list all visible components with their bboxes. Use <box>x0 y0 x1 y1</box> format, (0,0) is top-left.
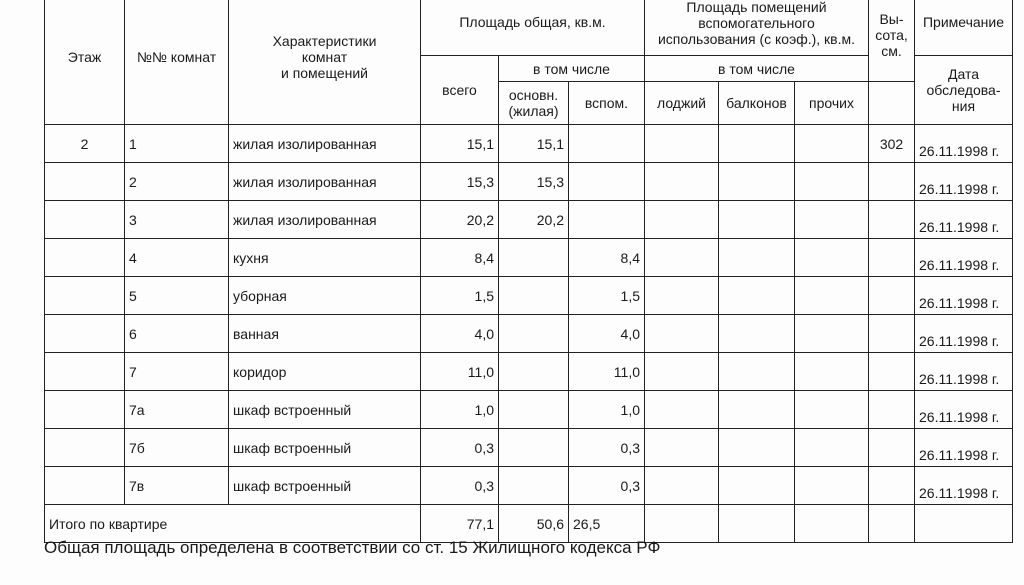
all-header: всего <box>421 56 499 125</box>
survey-date-cell: 26.11.1998 г. <box>915 277 1013 315</box>
aux-area-cell: 11,0 <box>569 353 645 391</box>
aux-area-header <box>645 0 869 56</box>
room-name-cell: кухня <box>229 239 421 277</box>
room-name-cell: уборная <box>229 277 421 315</box>
loggias-header: лоджий <box>645 82 719 125</box>
room-name-cell: шкаф встроенный <box>229 467 421 505</box>
totals-main: 50,6 <box>499 505 569 543</box>
loggia-cell <box>645 467 719 505</box>
total-area-cell: 15,1 <box>421 125 499 163</box>
height-cell <box>869 467 915 505</box>
survey-date-cell: 26.11.1998 г. <box>915 353 1013 391</box>
total-area-header: Площадь общая, кв.м. <box>421 0 645 56</box>
height-cell <box>869 353 915 391</box>
aux-area-header-line: использования (с коэф.), кв.м. <box>657 31 856 47</box>
room-number-cell: 2 <box>125 163 229 201</box>
survey-date-cell: 26.11.1998 г. <box>915 467 1013 505</box>
totals-blank <box>915 505 1013 543</box>
characteristics-header-line: комнат <box>301 48 348 65</box>
survey-date-cell: 26.11.1998 г. <box>915 315 1013 353</box>
aux-area-cell: 1,0 <box>569 391 645 429</box>
floor-cell <box>45 467 125 505</box>
room-number-cell: 3 <box>125 201 229 239</box>
table-row <box>45 315 1013 353</box>
loggia-cell <box>645 315 719 353</box>
floor-cell: 2 <box>45 125 125 163</box>
floor-cell <box>45 277 125 315</box>
characteristics-header <box>229 0 421 125</box>
table-row <box>45 467 1013 505</box>
aux-area-cell: 4,0 <box>569 315 645 353</box>
note-header: Примечание <box>915 0 1013 56</box>
floor-cell <box>45 201 125 239</box>
height-cell <box>869 277 915 315</box>
other-cell <box>795 315 869 353</box>
other-cell <box>795 163 869 201</box>
room-name-cell: коридор <box>229 353 421 391</box>
height-header-line: см. <box>881 43 902 59</box>
table-row <box>45 353 1013 391</box>
rows-body <box>45 125 1013 505</box>
room-name-cell: жилая изолированная <box>229 201 421 239</box>
main-living-header-line: основн. <box>508 87 559 103</box>
room-name-cell: шкаф встроенный <box>229 391 421 429</box>
balcony-cell <box>719 201 795 239</box>
loggia-cell <box>645 353 719 391</box>
aux-area-cell: 0,3 <box>569 429 645 467</box>
incl-header-1: в том числе <box>499 56 645 82</box>
main-area-cell <box>499 429 569 467</box>
balcony-cell <box>719 353 795 391</box>
other-cell <box>795 391 869 429</box>
floor-cell <box>45 315 125 353</box>
aux-area-header-line: вспомогательного <box>698 15 815 31</box>
characteristics-header-line: и помещений <box>280 64 368 81</box>
footer-note: Общая площадь определена в соответствии со ст. 15 Жилищного кодекса РФ <box>44 538 661 557</box>
total-area-cell: 1,5 <box>421 277 499 315</box>
other-cell <box>795 239 869 277</box>
totals-label: Итого по квартире <box>45 505 421 543</box>
main-area-cell <box>499 353 569 391</box>
table-row <box>45 163 1013 201</box>
loggia-cell <box>645 125 719 163</box>
table-row <box>45 239 1013 277</box>
height-header-line: Вы- <box>879 11 904 27</box>
survey-date-header-line: ния <box>951 98 976 114</box>
aux-area-cell: 0,3 <box>569 467 645 505</box>
balcony-cell <box>719 125 795 163</box>
room-number-cell: 7а <box>125 391 229 429</box>
loggia-cell <box>645 201 719 239</box>
table-row <box>45 277 1013 315</box>
other-cell <box>795 201 869 239</box>
total-area-cell: 11,0 <box>421 353 499 391</box>
room-number-cell: 7в <box>125 467 229 505</box>
totals-blank <box>869 505 915 543</box>
survey-date-cell: 26.11.1998 г. <box>915 163 1013 201</box>
height-cell <box>869 163 915 201</box>
height-cell <box>869 239 915 277</box>
table-row <box>45 391 1013 429</box>
room-number-cell: 1 <box>125 125 229 163</box>
height-cell <box>869 315 915 353</box>
balcony-cell <box>719 315 795 353</box>
room-name-cell: жилая изолированная <box>229 125 421 163</box>
characteristics-header-line: Характеристики <box>272 32 377 49</box>
main-area-cell <box>499 239 569 277</box>
aux-area-cell: 8,4 <box>569 239 645 277</box>
aux-area-cell <box>569 125 645 163</box>
other-cell <box>795 125 869 163</box>
survey-date-cell: 26.11.1998 г. <box>915 125 1013 163</box>
height-cell <box>869 201 915 239</box>
total-area-cell: 1,0 <box>421 391 499 429</box>
balcony-cell <box>719 467 795 505</box>
balcony-cell <box>719 391 795 429</box>
height-header-line: сота, <box>875 27 908 43</box>
survey-date-header-line: Дата <box>947 66 979 82</box>
loggia-cell <box>645 391 719 429</box>
other-cell <box>795 467 869 505</box>
floor-cell <box>45 239 125 277</box>
survey-date-header-line: обследова- <box>926 82 1001 98</box>
aux-area-header-line: Площадь помещений <box>686 0 827 15</box>
main-area-cell <box>499 277 569 315</box>
room-number-cell: 4 <box>125 239 229 277</box>
table-row <box>45 429 1013 467</box>
loggia-cell <box>645 277 719 315</box>
aux-area-cell: 1,5 <box>569 277 645 315</box>
floor-cell <box>45 391 125 429</box>
total-area-cell: 0,3 <box>421 467 499 505</box>
main-area-cell <box>499 315 569 353</box>
loggia-cell <box>645 429 719 467</box>
room-name-cell: ванная <box>229 315 421 353</box>
main-area-cell: 15,3 <box>499 163 569 201</box>
balcony-cell <box>719 429 795 467</box>
room-number-cell: 5 <box>125 277 229 315</box>
total-area-cell: 4,0 <box>421 315 499 353</box>
totals-blank <box>645 505 719 543</box>
other-cell <box>795 353 869 391</box>
other-cell <box>795 429 869 467</box>
total-area-cell: 8,4 <box>421 239 499 277</box>
balcony-cell <box>719 239 795 277</box>
total-area-cell: 0,3 <box>421 429 499 467</box>
floor-cell <box>45 163 125 201</box>
aux-header: вспом. <box>569 82 645 125</box>
balconies-header: балконов <box>719 82 795 125</box>
balcony-cell <box>719 163 795 201</box>
survey-date-cell: 26.11.1998 г. <box>915 239 1013 277</box>
floor-cell <box>45 353 125 391</box>
main-area-cell: 20,2 <box>499 201 569 239</box>
room-number-cell: 6 <box>125 315 229 353</box>
height-cell: 302 <box>869 125 915 163</box>
survey-date-cell: 26.11.1998 г. <box>915 201 1013 239</box>
loggia-cell <box>645 239 719 277</box>
room-name-cell: жилая изолированная <box>229 163 421 201</box>
floor-header: Этаж <box>45 0 125 125</box>
main-area-cell: 15,1 <box>499 125 569 163</box>
survey-date-cell: 26.11.1998 г. <box>915 429 1013 467</box>
height-cell <box>869 391 915 429</box>
totals-total: 77,1 <box>421 505 499 543</box>
loggia-cell <box>645 163 719 201</box>
aux-area-cell <box>569 201 645 239</box>
height-header <box>869 0 915 82</box>
other-cell <box>795 277 869 315</box>
table-row <box>45 201 1013 239</box>
main-living-header <box>499 82 569 125</box>
document <box>44 0 1013 543</box>
totals-blank <box>719 505 795 543</box>
height-header-blank <box>869 82 915 125</box>
totals-blank <box>795 505 869 543</box>
total-area-cell: 15,3 <box>421 163 499 201</box>
main-area-cell <box>499 467 569 505</box>
height-cell <box>869 429 915 467</box>
room-number-cell: 7 <box>125 353 229 391</box>
room-name-cell: шкаф встроенный <box>229 429 421 467</box>
survey-date-header <box>915 56 1013 125</box>
rooms-table <box>44 0 1013 543</box>
totals-aux: 26,5 <box>569 505 645 543</box>
header-row-1 <box>45 0 1013 56</box>
other-header: прочих <box>795 82 869 125</box>
room-number-cell: 7б <box>125 429 229 467</box>
incl-header-2: в том числе <box>645 56 869 82</box>
total-area-cell: 20,2 <box>421 201 499 239</box>
main-area-cell <box>499 391 569 429</box>
totals-row <box>45 505 1013 543</box>
floor-cell <box>45 429 125 467</box>
balcony-cell <box>719 277 795 315</box>
main-living-header-line: (жилая) <box>508 103 559 119</box>
table-row <box>45 125 1013 163</box>
survey-date-cell: 26.11.1998 г. <box>915 391 1013 429</box>
aux-area-cell <box>569 163 645 201</box>
room-numbers-header: №№ комнат <box>125 0 229 125</box>
